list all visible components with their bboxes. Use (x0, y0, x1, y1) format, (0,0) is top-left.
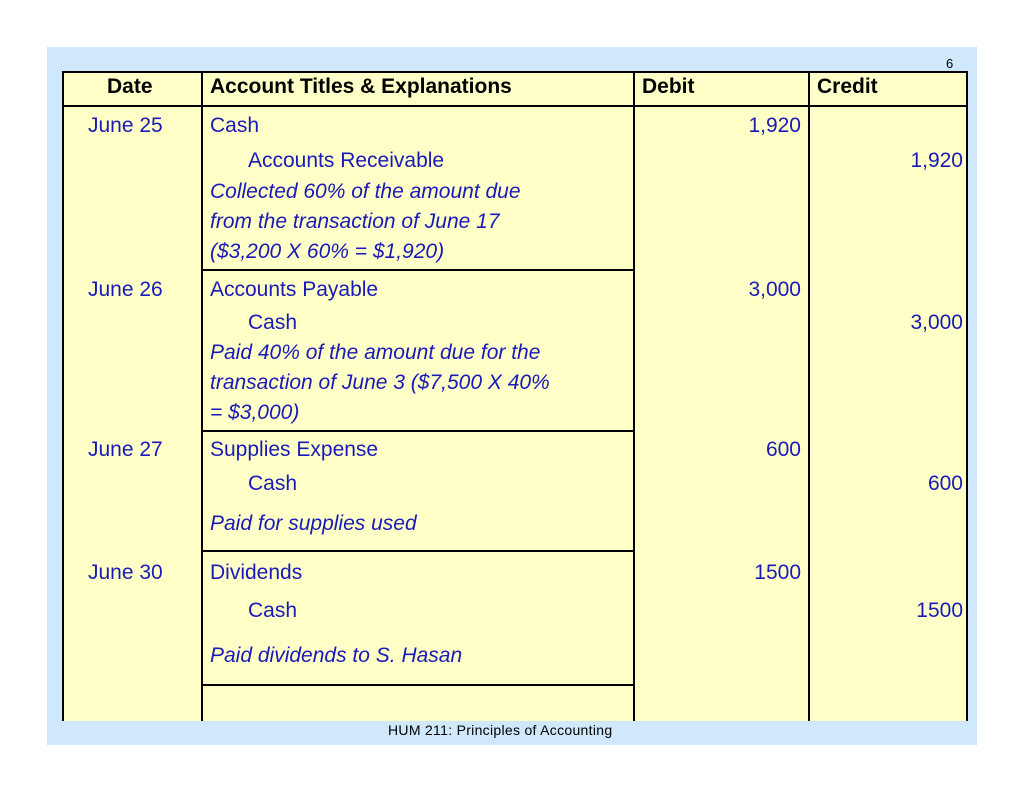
debit-account: Dividends (210, 561, 303, 584)
entry-date: June 30 (88, 561, 163, 584)
credit-amount: 1500 (916, 599, 963, 622)
credit-amount: 1,920 (910, 149, 963, 172)
credit-account: Cash (248, 472, 298, 495)
table-border-top (62, 71, 968, 73)
table-border-left (62, 71, 64, 721)
debit-account: Cash (210, 114, 260, 137)
entry-explanation (210, 641, 462, 671)
header-account: Account Titles & Explanations (210, 75, 512, 98)
credit-account: Accounts Receivable (248, 149, 445, 172)
header-underline (62, 105, 968, 107)
credit-account: Cash (248, 311, 298, 334)
explanation-line: from the transaction of June 17 (210, 210, 500, 233)
debit-amount: 1,920 (748, 114, 801, 137)
explanation-line: Paid dividends to S. Hasan (210, 644, 463, 667)
credit-account: Cash (248, 599, 298, 622)
entry-date: June 25 (88, 114, 163, 137)
debit-amount: 600 (765, 438, 801, 461)
entry-explanation (210, 177, 521, 267)
explanation-line: transaction of June 3 ($7,500 X 40% (210, 371, 550, 394)
header-debit: Debit (642, 75, 695, 98)
explanation-line: ($3,200 X 60% = $1,920) (210, 240, 445, 263)
credit-amount: 600 (927, 472, 963, 495)
explanation-line: = $3,000) (210, 401, 300, 424)
table-border-right (966, 71, 968, 721)
explanation-line: Collected 60% of the amount due (210, 180, 521, 203)
entry-separator (201, 684, 634, 686)
page-number: 6 (946, 56, 954, 71)
explanation-line: Paid for supplies used (210, 512, 417, 535)
entry-date: June 26 (88, 278, 163, 301)
entry-separator (201, 550, 634, 552)
entry-separator (201, 430, 634, 432)
entry-explanation (210, 509, 417, 539)
debit-account: Accounts Payable (210, 278, 379, 301)
column-divider-debit (808, 71, 810, 721)
column-divider-date (201, 71, 203, 721)
credit-amount: 3,000 (910, 311, 963, 334)
header-date: Date (107, 75, 153, 98)
explanation-line: Paid 40% of the amount due for the (210, 341, 541, 364)
debit-amount: 1500 (754, 561, 801, 584)
header-credit: Credit (817, 75, 878, 98)
debit-amount: 3,000 (748, 278, 801, 301)
entry-date: June 27 (88, 438, 163, 461)
entry-separator (201, 269, 634, 271)
column-divider-account (633, 71, 635, 721)
footer-course-title: HUM 211: Principles of Accounting (388, 722, 613, 738)
debit-account: Supplies Expense (210, 438, 379, 461)
entry-explanation (210, 338, 550, 428)
